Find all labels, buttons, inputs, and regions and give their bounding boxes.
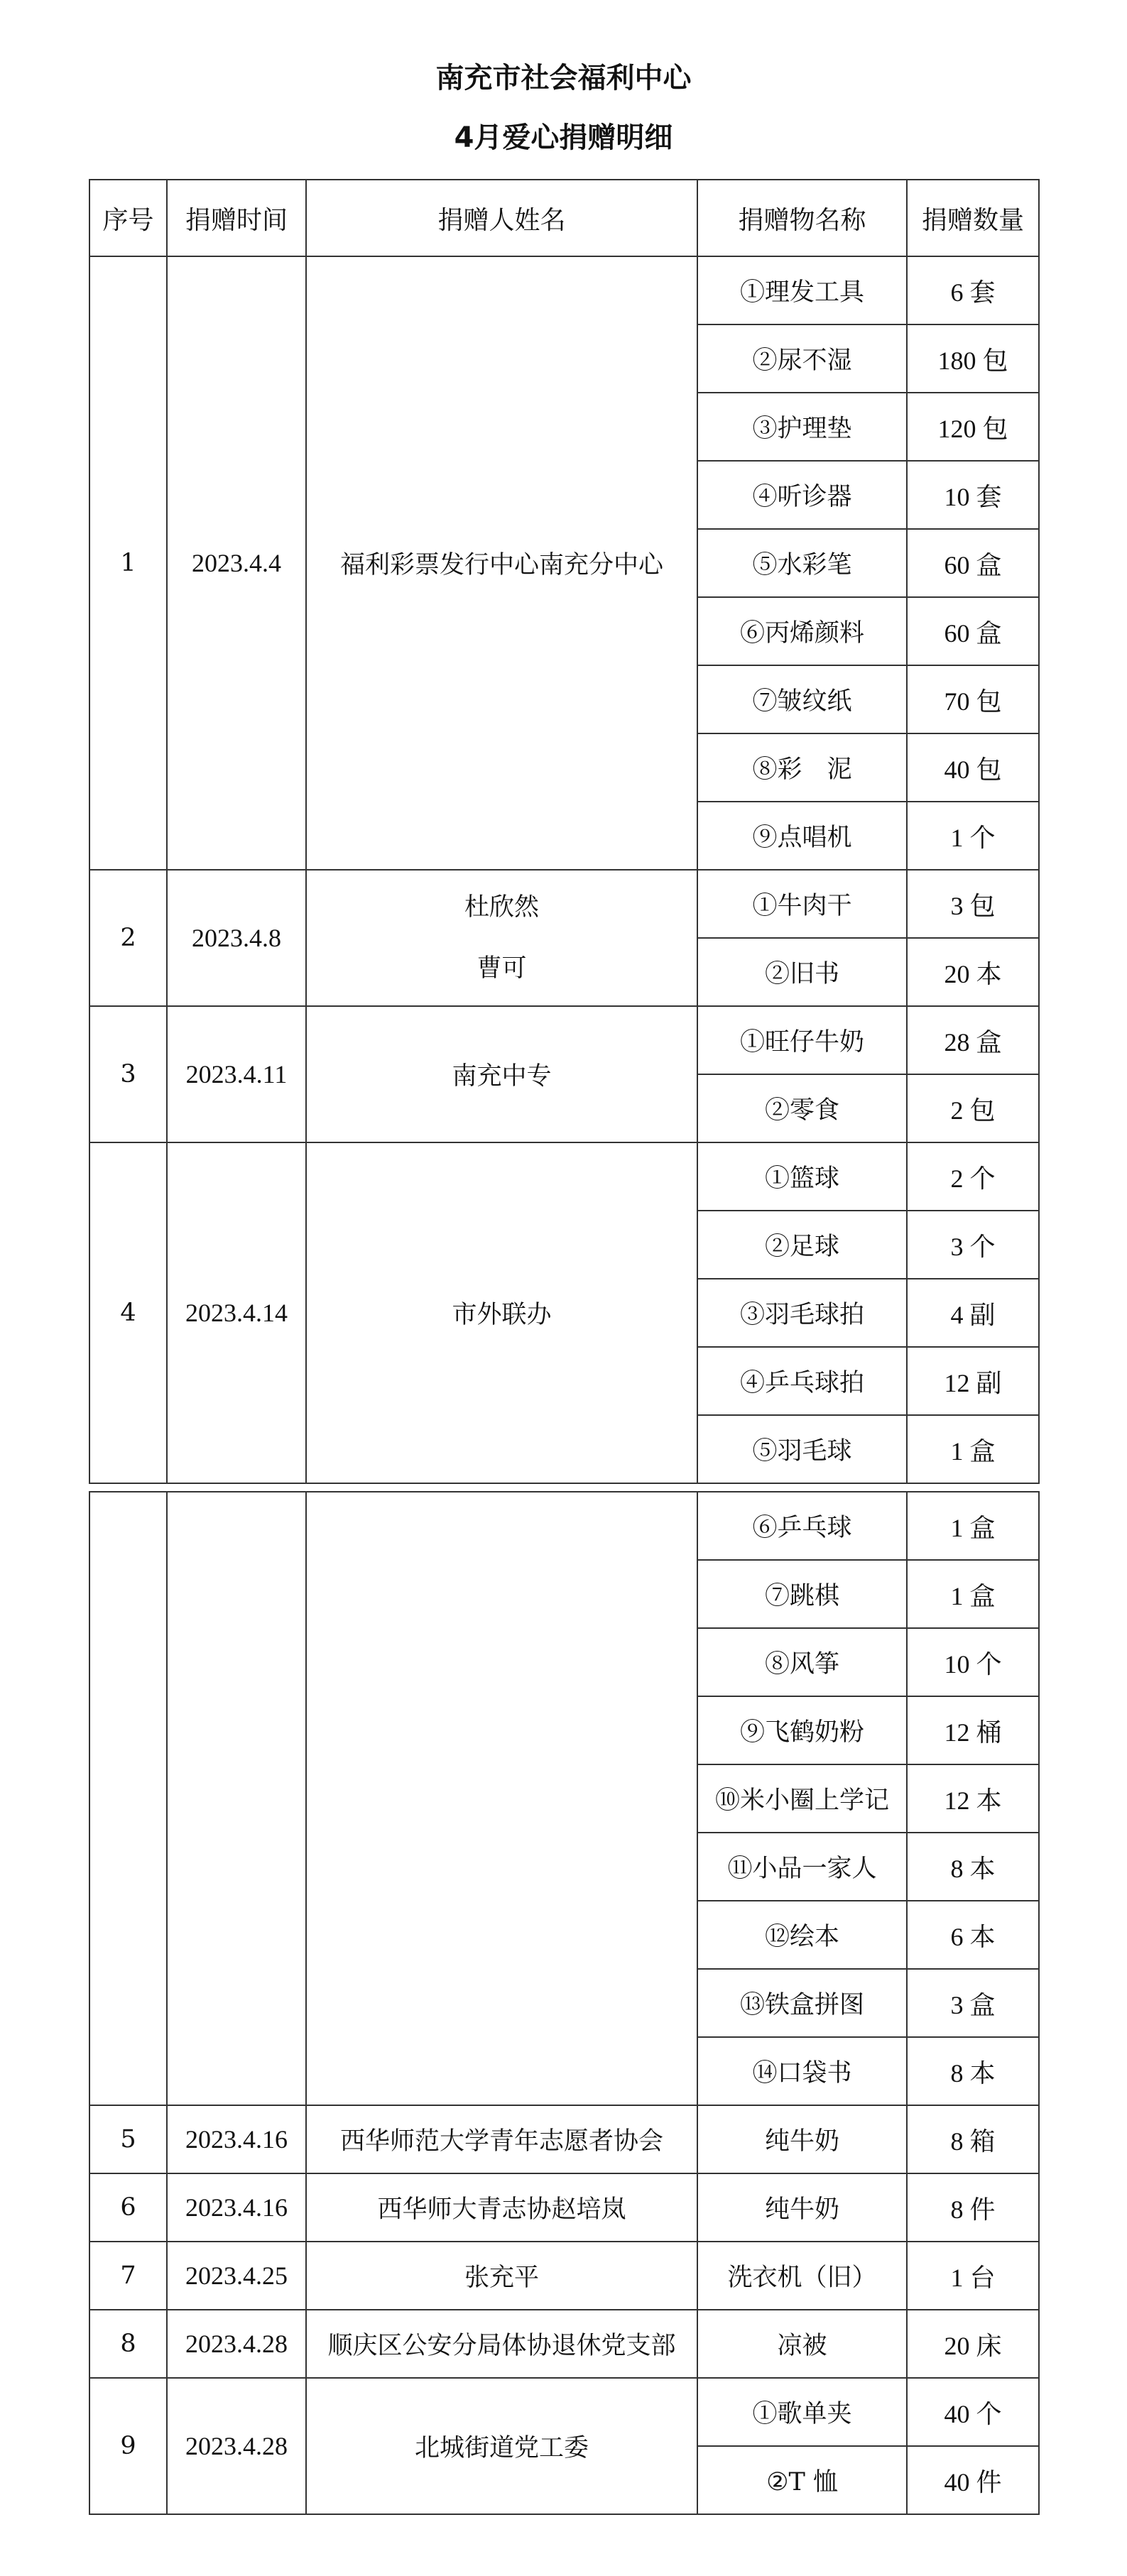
- row-index: 7: [89, 2242, 167, 2310]
- item-qty: 1 个: [907, 802, 1039, 870]
- item-name: ⑭口袋书: [697, 2037, 907, 2105]
- item-name: ⑨飞鹤奶粉: [697, 1696, 907, 1764]
- item-name: ①歌单夹: [697, 2378, 907, 2446]
- item-qty: 40 包: [907, 733, 1039, 802]
- row-donor: 顺庆区公安分局体协退休党支部: [306, 2310, 697, 2378]
- item-name: ⑥乒乓球: [697, 1492, 907, 1560]
- item-qty: 10 个: [907, 1628, 1039, 1696]
- item-name: ⑪小品一家人: [697, 1833, 907, 1901]
- item-qty: 8 箱: [907, 2105, 1039, 2173]
- table-header-row: [89, 180, 1039, 256]
- table-row: [89, 1142, 1039, 1211]
- row-donor: 西华师大青志协赵培岚: [306, 2173, 697, 2242]
- page-title: 南充市社会福利中心: [435, 62, 692, 94]
- item-qty: 12 本: [907, 1764, 1039, 1833]
- row-donor: 西华师范大学青年志愿者协会: [306, 2105, 697, 2173]
- item-qty: 60 盒: [907, 529, 1039, 597]
- item-name: 洗衣机（旧）: [697, 2242, 907, 2310]
- item-qty: 12 桶: [907, 1696, 1039, 1764]
- row-date-empty: [167, 1492, 306, 2105]
- row-date: 2023.4.4: [167, 256, 306, 870]
- item-name: 纯牛奶: [697, 2173, 907, 2242]
- item-qty: 6 本: [907, 1901, 1039, 1969]
- item-name: ⑥丙烯颜料: [697, 597, 907, 665]
- item-name: ⑦跳棋: [697, 1560, 907, 1628]
- donation-table-part2: [89, 1491, 1040, 2515]
- row-index: 9: [89, 2378, 167, 2514]
- item-qty: 28 盒: [907, 1006, 1039, 1074]
- item-qty: 20 本: [907, 938, 1039, 1006]
- item-name: ③羽毛球拍: [697, 1279, 907, 1347]
- item-name: ⑬铁盒拼图: [697, 1969, 907, 2037]
- item-name: ②足球: [697, 1211, 907, 1279]
- item-name: ⑧彩 泥: [697, 733, 907, 802]
- row-donor: 福利彩票发行中心南充分中心: [306, 256, 697, 870]
- table-row: [89, 256, 1039, 324]
- table-row: [89, 2310, 1039, 2378]
- item-qty: 3 包: [907, 870, 1039, 938]
- item-qty: 2 个: [907, 1142, 1039, 1211]
- item-name: ⑦皱纹纸: [697, 665, 907, 733]
- item-qty: 1 盒: [907, 1560, 1039, 1628]
- item-name: ①牛肉干: [697, 870, 907, 938]
- item-name: ⑧风筝: [697, 1628, 907, 1696]
- item-qty: 6 套: [907, 256, 1039, 324]
- item-name: ④听诊器: [697, 461, 907, 529]
- row-donor: 市外联办: [306, 1142, 697, 1483]
- table-row: [89, 2378, 1039, 2446]
- row-date: 2023.4.28: [167, 2310, 306, 2378]
- page-subtitle: 4月爱心捐赠明细: [454, 121, 673, 154]
- item-name: ⑨点唱机: [697, 802, 907, 870]
- row-donor: 南充中专: [306, 1006, 697, 1142]
- item-qty: 8 本: [907, 1833, 1039, 1901]
- table-row: [89, 1492, 1039, 1560]
- row-index: 8: [89, 2310, 167, 2378]
- item-name: ⑤水彩笔: [697, 529, 907, 597]
- table-row: [89, 870, 1039, 938]
- item-qty: 8 本: [907, 2037, 1039, 2105]
- row-donor: 北城街道党工委: [306, 2378, 697, 2514]
- item-name: ⑩米小圈上学记: [697, 1764, 907, 1833]
- row-date: 2023.4.25: [167, 2242, 306, 2310]
- row-date: 2023.4.8: [167, 870, 306, 1006]
- row-date: 2023.4.28: [167, 2378, 306, 2514]
- item-name: ⑫绘本: [697, 1901, 907, 1969]
- col-header-date: 捐赠时间: [167, 180, 306, 256]
- row-index: 4: [89, 1142, 167, 1483]
- row-index: 2: [89, 870, 167, 1006]
- row-donor: [306, 870, 697, 1006]
- row-date: 2023.4.16: [167, 2173, 306, 2242]
- item-name: 纯牛奶: [697, 2105, 907, 2173]
- item-qty: 70 包: [907, 665, 1039, 733]
- donation-table-part1: [89, 179, 1040, 1484]
- donor-name: 曹可: [477, 954, 527, 983]
- item-name: ②旧书: [697, 938, 907, 1006]
- item-name: ④乒乓球拍: [697, 1347, 907, 1415]
- col-header-index: 序号: [89, 180, 167, 256]
- col-header-qty: 捐赠数量: [907, 180, 1039, 256]
- row-index-empty: [89, 1492, 167, 2105]
- item-name: ①篮球: [697, 1142, 907, 1211]
- item-qty: 2 包: [907, 1074, 1039, 1142]
- item-qty: 10 套: [907, 461, 1039, 529]
- item-qty: 60 盒: [907, 597, 1039, 665]
- item-qty: 8 件: [907, 2173, 1039, 2242]
- item-qty: 1 台: [907, 2242, 1039, 2310]
- table-row: [89, 2105, 1039, 2173]
- row-index: 3: [89, 1006, 167, 1142]
- item-name: 凉被: [697, 2310, 907, 2378]
- item-qty: 120 包: [907, 393, 1039, 461]
- item-qty: 1 盒: [907, 1492, 1039, 1560]
- item-qty: 1 盒: [907, 1415, 1039, 1483]
- item-name: ①理发工具: [697, 256, 907, 324]
- table-row: [89, 1006, 1039, 1074]
- item-qty: 180 包: [907, 324, 1039, 393]
- item-name: ②尿不湿: [697, 324, 907, 393]
- item-qty: 40 件: [907, 2446, 1039, 2514]
- table-row: [89, 2242, 1039, 2310]
- item-qty: 12 副: [907, 1347, 1039, 1415]
- col-header-item: 捐赠物名称: [697, 180, 907, 256]
- item-name: ①旺仔牛奶: [697, 1006, 907, 1074]
- item-name: ③护理垫: [697, 393, 907, 461]
- row-index: 5: [89, 2105, 167, 2173]
- row-date: 2023.4.14: [167, 1142, 306, 1483]
- item-qty: 40 个: [907, 2378, 1039, 2446]
- donor-name: 杜欣然: [464, 893, 539, 922]
- row-date: 2023.4.11: [167, 1006, 306, 1142]
- row-donor: 张充平: [306, 2242, 697, 2310]
- item-name: ②零食: [697, 1074, 907, 1142]
- col-header-donor: 捐赠人姓名: [306, 180, 697, 256]
- row-index: 1: [89, 256, 167, 870]
- item-qty: 3 个: [907, 1211, 1039, 1279]
- item-qty: 20 床: [907, 2310, 1039, 2378]
- row-index: 6: [89, 2173, 167, 2242]
- item-qty: 3 盒: [907, 1969, 1039, 2037]
- item-name: ②T 恤: [697, 2446, 907, 2514]
- row-date: 2023.4.16: [167, 2105, 306, 2173]
- item-name: ⑤羽毛球: [697, 1415, 907, 1483]
- row-donor-empty: [306, 1492, 697, 2105]
- table-row: [89, 2173, 1039, 2242]
- item-qty: 4 副: [907, 1279, 1039, 1347]
